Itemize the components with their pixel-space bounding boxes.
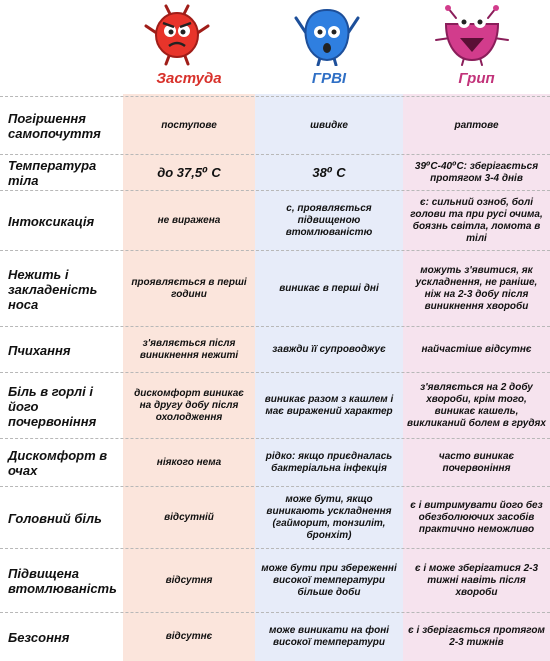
cell-cold: поступове [161,120,217,131]
cell-cold: відсутнє [165,631,213,642]
red-germ-mascot-icon [142,4,212,66]
cell-grvi: може виникати на фоні високої температури [268,625,390,648]
cell-cold: відсутня [165,575,213,586]
cell-flu: є: сильний озноб, болі голови та при русі очима, боязнь світла, ломота в тілі [410,197,543,244]
column-title-grvi: ГРВІ [311,70,347,87]
cell-cold: відсутній [164,512,214,523]
row-label: Біль в горлі і його почервоніння [8,383,97,429]
cell-flu: є і зберігається протягом 2-3 тижнів [408,625,545,648]
row-label: Температура тіла [8,158,97,188]
table-header [0,0,550,96]
cell-flu: часто виникає почервоніння [438,451,515,474]
cell-cold: не виражена [157,215,221,226]
row-label: Інтоксикація [8,213,95,229]
table-row [0,548,550,613]
cell-cold: до 37,5⁰ С [157,165,221,180]
cell-cold: проявляється в перші години [131,277,247,300]
cell-grvi: виникає разом з кашлем і має виражений характер [264,394,394,417]
row-label: Нежить і закладеність носа [8,266,98,312]
row-label: Безсоння [8,629,70,645]
cell-grvi: рідко: якщо приєдналась бактеріальна інфекція [265,451,393,474]
column-title-flu: Грип [458,70,495,87]
cell-cold: з'являється після виникнення нежиті [139,338,239,361]
cell-cold: дискомфорт виникає на другу добу після охолодження [134,388,244,423]
table-row [0,486,550,549]
cell-grvi: 38⁰ С [312,165,346,180]
blue-germ-mascot-icon [290,4,364,66]
row-label: Головний біль [8,510,102,526]
cell-grvi: завжди її супроводжує [272,344,386,355]
cell-grvi: швидке [310,120,348,131]
cell-grvi: виникає в перші дні [279,283,379,294]
cell-cold: ніякого нема [156,457,222,468]
table-row [0,154,550,191]
table-row [0,250,550,327]
table-row [0,326,550,373]
row-label: Пчихання [8,342,71,358]
cell-flu: можуть з'явитися, як ускладнення, не раніше, ніж на 2-3 добу після виникнення хвороби [415,265,538,312]
table-row [0,372,550,439]
table-row [0,612,550,661]
column-title-cold: Застуда [156,70,222,87]
cell-grvi: може бути, якщо виникають ускладнення (гайморит, тонзиліт, бронхіт) [266,494,392,541]
row-label: Дискомфорт в очах [8,448,108,478]
cell-grvi: може бути при збереженні високої температури більше доби [261,563,397,598]
cell-flu: є і витримувати його без обезболюючих засобів практично неможливо [410,500,543,535]
cell-flu: з'являється на 2 добу хвороби, крім того, виникає кашель, викликаний болем в грудях [407,382,546,429]
table-row [0,190,550,251]
table-row [0,438,550,487]
cell-flu: є і може зберігатися 2-3 тижні навіть після хвороби [414,563,539,598]
row-label: Підвищена втомлюваність [8,566,117,596]
pink-germ-mascot-icon [432,4,512,66]
cell-flu: раптове [454,120,499,131]
cell-flu: 39⁰С-40⁰С: зберігається протягом 3-4 днів [414,161,539,184]
table-row [0,96,550,155]
row-label: Погіршення самопочуття [8,111,101,141]
cell-grvi: с, проявляється підвищеною втомлюваністю [285,203,373,238]
cell-flu: найчастіше відсутнє [421,344,532,355]
